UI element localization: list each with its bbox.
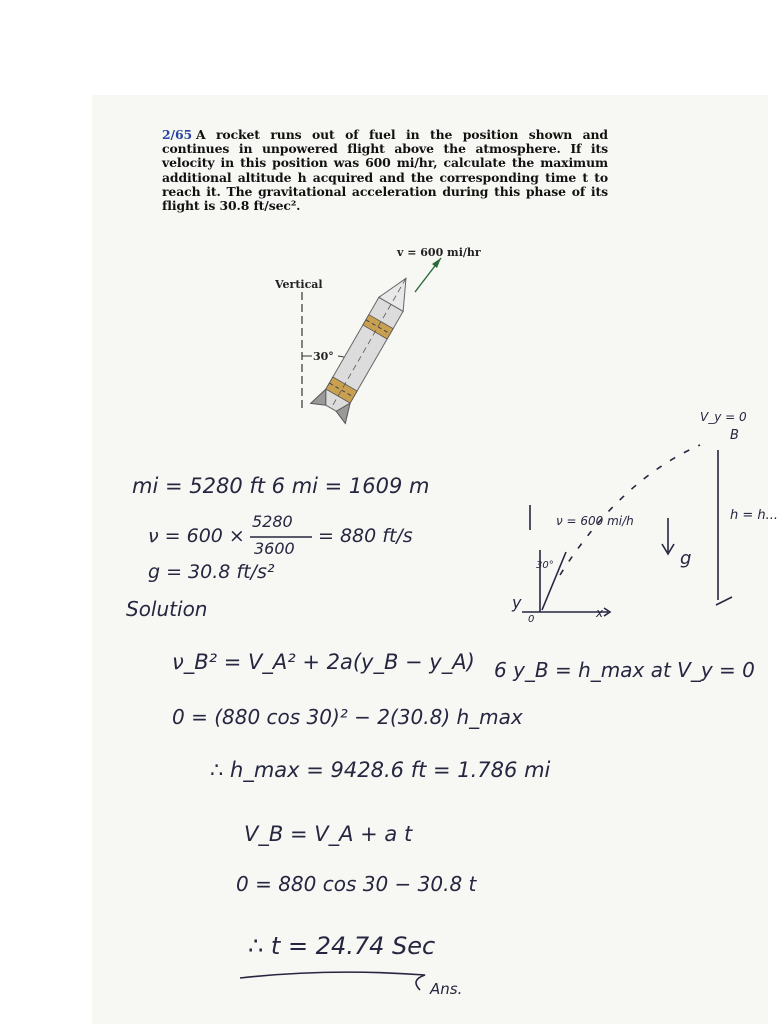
answer-label: Ans. [430,980,463,998]
solution-label: Solution [126,597,208,621]
sketch-b-label: B [730,428,739,443]
time-result: ∴ t = 24.74 Sec [248,932,436,960]
unit-conversion-line: mi = 5280 ft 6 mi = 1609 m [132,474,430,498]
sketch-origin-label: 0 [528,614,535,625]
problem-number: 2/65 [162,127,192,142]
velocity-conversion-left: ν = 600 × [148,525,245,547]
kinematics-equation-4: 0 = 880 cos 30 − 30.8 t [236,872,477,896]
sketch-velocity-label: ν = 600 mi/h [556,514,634,528]
problem-text: A rocket runs out of fuel in the position shown and continues in unpowered flight above the atmosphere. If its velocity in this position was 600 mi/hr, calculate the maximum additional altitude h acquired and the corresponding time t to reach it. The gravitational acceleration during this phase of its flight is 30.8 ft/sec². [162,127,608,214]
vertical-label: Vertical [275,278,323,291]
fraction-numerator: 5280 [252,512,293,531]
hmax-result: ∴ h_max = 9428.6 ft = 1.786 mi [210,758,551,782]
kinematics-equation-3: V_B = V_A + a t [244,822,413,846]
sketch-y-label: y [512,593,522,612]
velocity-label: v = 600 mi/hr [397,246,481,259]
sketch-h-label: h = h... [730,508,778,523]
equation-condition: 6 y_B = h_max at V_y = 0 [494,658,755,682]
gravity-value: g = 30.8 ft/s² [148,561,275,583]
sketch-g-label: g [680,548,692,569]
kinematics-equation-1: ν_B² = V_A² + 2a(y_B − y_A) [172,650,475,674]
sketch-vy-label: V_y = 0 [700,410,747,424]
sketch-angle-label: 30° [536,560,554,571]
sketch-x-label: x [596,606,604,620]
fraction-denominator: 3600 [254,539,295,558]
angle-label: 30° [313,350,334,363]
velocity-conversion-result: = 880 ft/s [318,525,413,547]
kinematics-equation-2: 0 = (880 cos 30)² − 2(30.8) h_max [172,705,523,729]
